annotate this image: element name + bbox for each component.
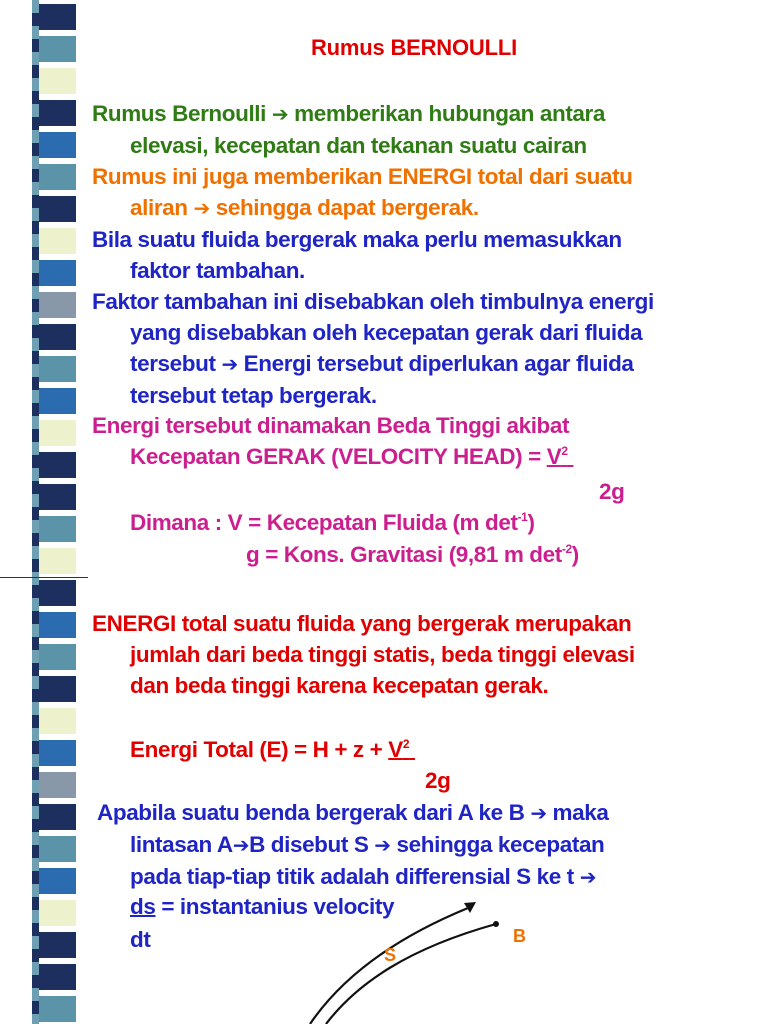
velocity-head-numerator: $V^2$ xyxy=(546,444,568,469)
divider-line xyxy=(0,577,88,578)
right-arrow-icon: ➔ xyxy=(271,102,289,126)
right-arrow-icon: ➔ xyxy=(530,801,547,825)
ds-over-dt-numerator: ds = instantanius velocity xyxy=(130,894,395,919)
para6-text-a: ENERGI total suatu fluida yang bergerak merupakan xyxy=(92,611,632,636)
para6-text-c: dan beda tinggi karena kecepatan gerak. xyxy=(130,673,549,698)
para1-text-b: memberikan hubungan antara xyxy=(294,101,606,126)
point-b-dot xyxy=(493,921,499,927)
para2-text-c: sehingga dapat bergerak. xyxy=(215,195,479,220)
label-b: B xyxy=(513,926,526,946)
paragraph-additional-factor xyxy=(92,286,654,411)
para2-text-b: aliran xyxy=(130,195,188,220)
total-energy-denominator: 2g xyxy=(425,768,451,793)
para4-text-d: Energi tersebut diperlukan agar fluida xyxy=(243,351,634,376)
paragraph-instantaneous-velocity: Apabila suatu benda bergerak dari A ke B ➔ maka lintasan A➔B disebut S ➔ sehingga kecepatan pada tiap-tiap titik adalah differensial S ke t ➔ xyxy=(97,800,609,889)
path-diagram xyxy=(300,900,520,1024)
ds-over-dt-denominator: dt xyxy=(130,927,151,952)
para5-text-b: Kecepatan GERAK (VELOCITY HEAD) = xyxy=(130,444,541,469)
para4-text-a: Faktor tambahan ini disebabkan oleh timbulnya energi xyxy=(92,289,654,314)
para3-text-a: Bila suatu fluida bergerak maka perlu memasukkan xyxy=(92,227,622,252)
paragraph-bernoulli-definition xyxy=(92,98,605,161)
paragraph-moving-fluid xyxy=(92,224,622,286)
para3-text-b: faktor tambahan. xyxy=(130,258,305,283)
path-curve-inner xyxy=(326,924,496,1024)
para1-text-c: elevasi, kecepatan dan tekanan suatu cairan xyxy=(130,133,587,158)
right-arrow-icon: ➔ xyxy=(232,833,250,857)
right-arrow-icon: ➔ xyxy=(221,352,238,376)
right-arrow-icon: ➔ xyxy=(193,196,210,220)
para7-text-b: maka xyxy=(552,800,609,825)
para7-text-a: Apabila suatu benda bergerak dari A ke B xyxy=(97,800,525,825)
path-arrowhead xyxy=(464,902,476,913)
page-title: Rumus BERNOULLI xyxy=(310,35,517,60)
para2-text-a: Rumus ini juga memberikan ENERGI total dari suatu xyxy=(92,164,633,189)
total-energy-formula: Energi Total $(E) = H + z + V^2$ xyxy=(130,737,410,762)
para6-text-b: jumlah dari beda tinggi statis, beda tinggi elevasi xyxy=(130,642,635,667)
right-arrow-icon: ➔ xyxy=(579,865,597,889)
path-curve-outer xyxy=(310,908,468,1024)
para4-text-b: yang disebabkan oleh kecepatan gerak dari fluida xyxy=(130,320,643,345)
decorative-side-stripe xyxy=(32,0,76,1024)
para5-text-a: Energi tersebut dinamakan Beda Tinggi akibat xyxy=(92,413,570,438)
para4-text-e: tersebut tetap bergerak. xyxy=(130,383,377,408)
velocity-head-denominator: 2g xyxy=(599,479,625,504)
paragraph-velocity-head xyxy=(92,410,573,472)
paragraph-total-energy-sum xyxy=(92,608,635,701)
para1-text-a: Rumus Bernoulli xyxy=(92,101,267,126)
paragraph-total-energy xyxy=(92,161,633,224)
definition-velocity: Dimana : V = Kecepatan Fluida (m $\det^{-1}$) xyxy=(130,510,535,535)
right-arrow-icon: ➔ xyxy=(374,833,391,857)
para4-text-c: tersebut xyxy=(130,351,216,376)
stripe-edge xyxy=(32,0,39,1024)
label-s: S xyxy=(384,945,397,965)
definition-gravity: g = Kons. Gravitasi (9,81 m $\det^{-2}$) xyxy=(246,542,579,567)
